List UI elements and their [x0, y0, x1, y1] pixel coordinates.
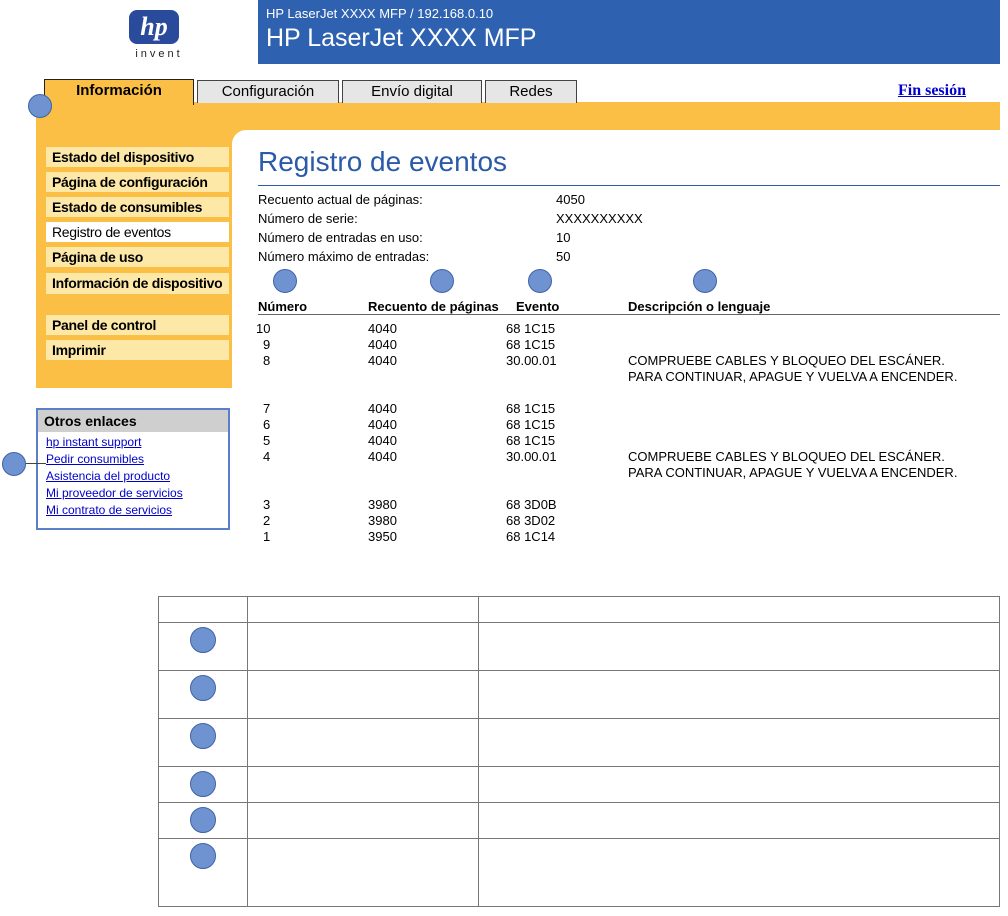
- sidebar-item-imprimir[interactable]: Imprimir: [46, 340, 229, 360]
- column-header-recuento: Recuento de páginas: [368, 299, 499, 314]
- callout-leader: [26, 463, 46, 464]
- legend-cell: [159, 597, 248, 623]
- tab-informacion[interactable]: Información: [44, 79, 194, 105]
- event-page-count: 3950: [368, 529, 397, 544]
- callout-marker: [190, 807, 216, 833]
- event-page-count: 4040: [368, 449, 397, 464]
- event-code: 68 1C15: [506, 433, 556, 448]
- event-number: 5: [263, 433, 271, 448]
- legend-cell: [479, 671, 1000, 719]
- table-header-divider: [258, 314, 1000, 315]
- callout-marker: [190, 627, 216, 653]
- info-label: Recuento actual de páginas:: [258, 192, 423, 207]
- legend-cell: [159, 671, 248, 719]
- event-number: 7: [263, 401, 271, 416]
- legend-cell: [159, 803, 248, 839]
- callout-marker: [273, 269, 297, 293]
- sidebar-item-estado-dispositivo[interactable]: Estado del dispositivo: [46, 147, 229, 167]
- event-code: 68 1C15: [506, 401, 556, 416]
- callout-marker: [430, 269, 454, 293]
- event-page-count: 4040: [368, 337, 397, 352]
- legend-cell: [479, 803, 1000, 839]
- event-code: 30.00.01: [506, 353, 557, 368]
- tab-redes[interactable]: Redes: [485, 80, 577, 103]
- event-description: COMPRUEBE CABLES Y BLOQUEO DEL ESCÁNER. PARA CONTINUAR, APAGUE Y VUELVA A ENCENDER.: [628, 353, 958, 384]
- legend-row: [159, 803, 1000, 839]
- event-page-count: 4040: [368, 417, 397, 432]
- legend-cell: [479, 839, 1000, 907]
- event-page-count: 4040: [368, 433, 397, 448]
- info-value: 10: [556, 230, 571, 245]
- info-value: 50: [556, 249, 571, 264]
- legend-cell: [248, 597, 479, 623]
- event-page-count: 3980: [368, 513, 397, 528]
- link-pedir-consumibles[interactable]: Pedir consumibles: [46, 452, 145, 466]
- other-links-heading: Otros enlaces: [38, 410, 228, 432]
- column-header-numero: Número: [258, 299, 308, 314]
- callout-marker: [693, 269, 717, 293]
- info-value: XXXXXXXXXX: [556, 211, 643, 226]
- device-address: HP LaserJet XXXX MFP / 192.168.0.10: [266, 6, 494, 21]
- callout-marker: [190, 771, 216, 797]
- event-code: 68 1C14: [506, 529, 556, 544]
- sidebar-item-pagina-uso[interactable]: Página de uso: [46, 247, 229, 267]
- other-links-box: [36, 408, 230, 530]
- event-number: 1: [263, 529, 271, 544]
- legend-row: [159, 623, 1000, 671]
- page-title: Registro de eventos: [258, 146, 508, 177]
- device-title: HP LaserJet XXXX MFP: [266, 24, 537, 52]
- event-number: 4: [263, 449, 271, 464]
- legend-cell: [159, 767, 248, 803]
- event-number: 9: [263, 337, 271, 352]
- legend-row: [159, 767, 1000, 803]
- logout-link[interactable]: Fin sesión: [897, 82, 966, 99]
- header-banner: [258, 0, 1000, 64]
- legend-row: [159, 719, 1000, 767]
- event-number: 8: [263, 353, 271, 368]
- legend-cell: [479, 719, 1000, 767]
- sidebar-item-pagina-configuracion[interactable]: Página de configuración: [46, 172, 229, 192]
- legend-cell: [248, 671, 479, 719]
- event-number: 3: [263, 497, 271, 512]
- link-proveedor-servicios[interactable]: Mi proveedor de servicios: [46, 486, 183, 500]
- legend-cell: [248, 803, 479, 839]
- info-label: Número de entradas en uso:: [258, 230, 423, 245]
- event-code: 68 1C15: [506, 337, 556, 352]
- legend-cell: [248, 719, 479, 767]
- info-label: Número de serie:: [258, 211, 358, 226]
- tab-configuracion[interactable]: Configuración: [197, 80, 339, 103]
- event-page-count: 4040: [368, 353, 397, 368]
- hp-logo-text: hp: [140, 12, 168, 41]
- sidebar-item-registro-eventos[interactable]: Registro de eventos: [46, 222, 229, 242]
- event-code: 68 3D02: [506, 513, 556, 528]
- legend-cell: [159, 623, 248, 671]
- legend-cell: [159, 839, 248, 907]
- hp-logo: [125, 10, 193, 58]
- callout-legend-table: [158, 596, 1000, 907]
- legend-cell: [479, 597, 1000, 623]
- legend-header-row: [159, 597, 1000, 623]
- legend-cell: [479, 767, 1000, 803]
- callout-marker: [190, 675, 216, 701]
- tab-bar: [36, 102, 1000, 130]
- event-code: 68 1C15: [506, 321, 556, 336]
- sidebar-item-estado-consumibles[interactable]: Estado de consumibles: [46, 197, 229, 217]
- event-page-count: 3980: [368, 497, 397, 512]
- callout-marker: [190, 723, 216, 749]
- callout-marker: [2, 452, 26, 476]
- legend-row: [159, 671, 1000, 719]
- title-divider: [258, 185, 1000, 186]
- event-description: COMPRUEBE CABLES Y BLOQUEO DEL ESCÁNER. PARA CONTINUAR, APAGUE Y VUELVA A ENCENDER.: [628, 449, 958, 480]
- info-label: Número máximo de entradas:: [258, 249, 430, 264]
- link-hp-instant-support[interactable]: hp instant support: [46, 435, 142, 449]
- legend-cell: [248, 623, 479, 671]
- callout-marker: [28, 94, 52, 118]
- event-code: 30.00.01: [506, 449, 557, 464]
- hp-logo-tagline: invent: [135, 48, 183, 60]
- legend-cell: [248, 839, 479, 907]
- event-page-count: 4040: [368, 401, 397, 416]
- column-header-evento: Evento: [516, 299, 560, 314]
- sidebar-item-informacion-dispositivo[interactable]: Información de dispositivo: [46, 273, 229, 294]
- link-asistencia-producto[interactable]: Asistencia del producto: [46, 469, 171, 483]
- sidebar: [36, 130, 232, 388]
- legend-cell: [159, 719, 248, 767]
- callout-marker: [528, 269, 552, 293]
- legend-row: [159, 839, 1000, 907]
- event-code: 68 1C15: [506, 417, 556, 432]
- event-number: 6: [263, 417, 271, 432]
- link-contrato-servicios[interactable]: Mi contrato de servicios: [46, 503, 173, 517]
- event-code: 68 3D0B: [506, 497, 557, 512]
- legend-cell: [479, 623, 1000, 671]
- event-number: 10: [256, 321, 271, 336]
- event-number: 2: [263, 513, 271, 528]
- tab-envio-digital[interactable]: Envío digital: [342, 80, 482, 103]
- callout-marker: [190, 843, 216, 869]
- event-page-count: 4040: [368, 321, 397, 336]
- info-value: 4050: [556, 192, 585, 207]
- legend-cell: [248, 767, 479, 803]
- sidebar-item-panel-control[interactable]: Panel de control: [46, 315, 229, 335]
- column-header-descripcion: Descripción o lenguaje: [628, 299, 771, 314]
